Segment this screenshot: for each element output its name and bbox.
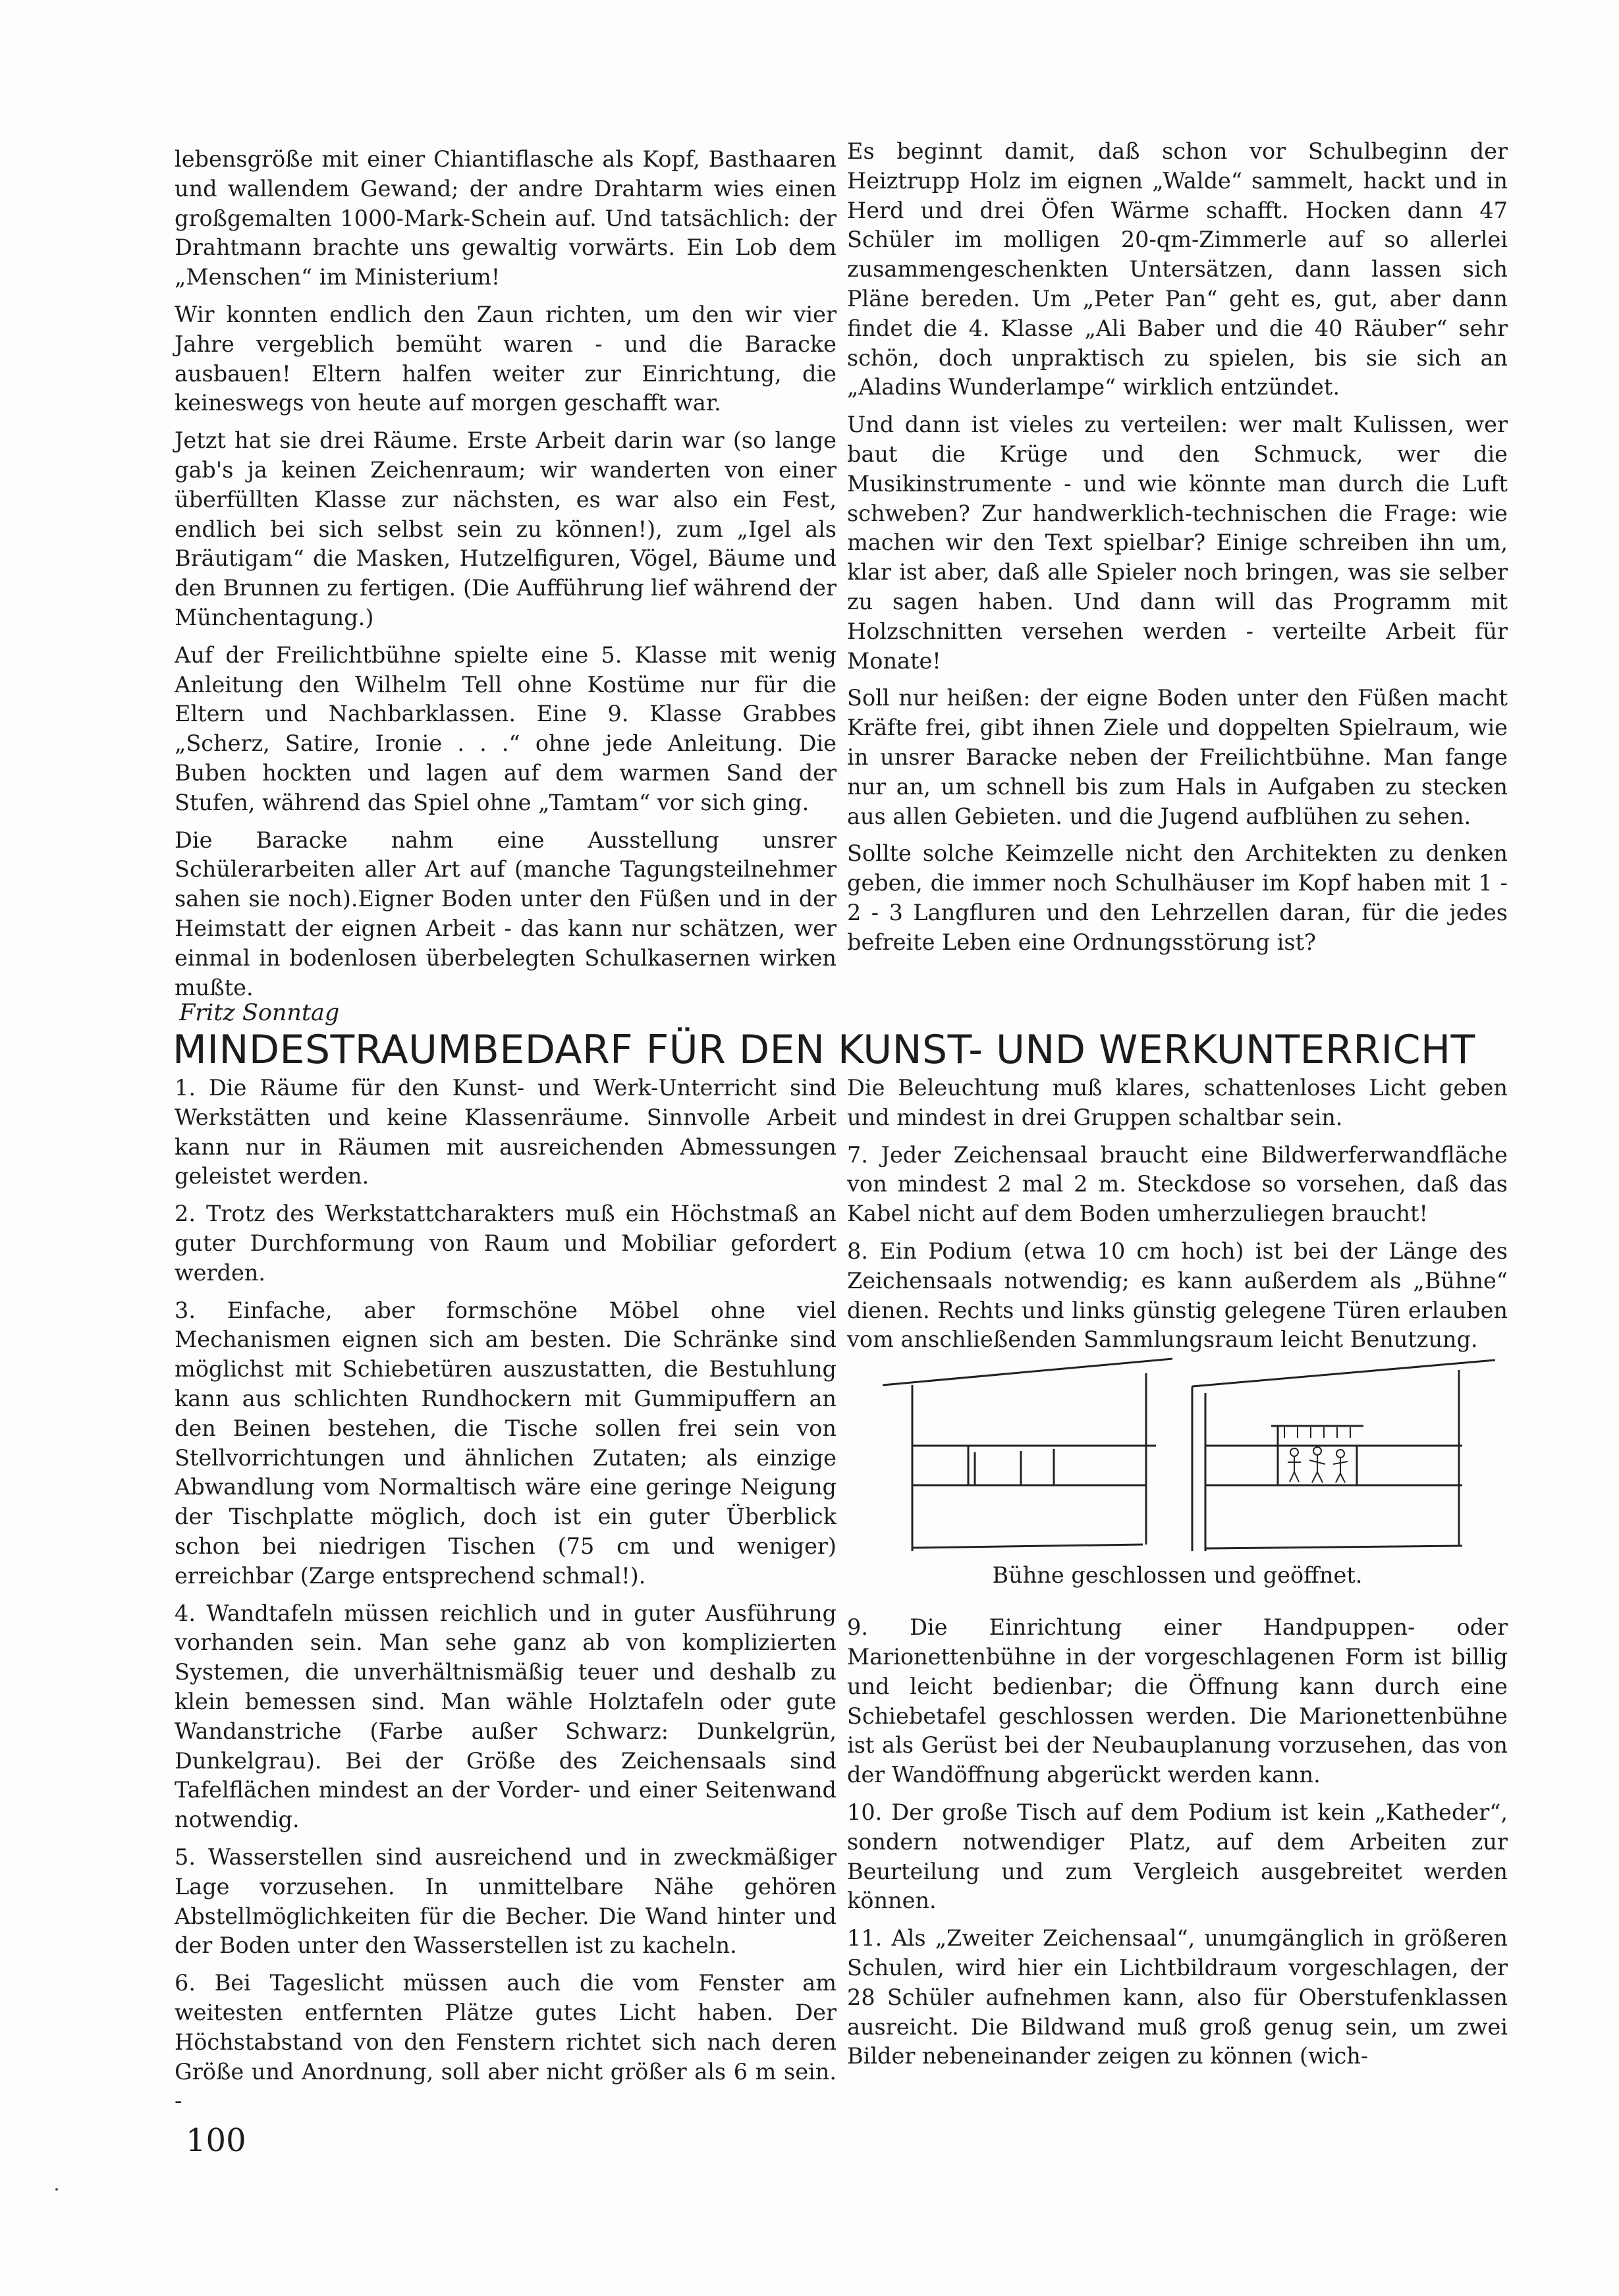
paragraph: lebensgröße mit einer Chiantiflasche als Kopf, Basthaaren und wallendem Gewand; der andre Drahtarm wies einen großgemalten 1000-Mark-Schein auf. Und tatsächlich: der Drahtmann brachte uns gewaltig vorwärts. Ein Lob dem „Menschen“ im Ministerium! (175, 146, 837, 290)
paragraph: Die Baracke nahm eine Ausstellung unsrer Schülerarbeiten aller Art auf (manche Tagungsteilnehmer sahen sie noch).Eigner Boden unter den Füßen und in der Heimstatt der eignen Arbeit - das kann nur schätzen, wer einmal in bodenlosen überbelegten Schulkasernen wirken mußte. (175, 827, 837, 1000)
figure-caption: Bühne geschlossen und geöffnet. (992, 1562, 1363, 1588)
paragraph: 3. Einfache, aber formschöne Möbel ohne viel Mechanismen eignen sich am besten. Die Schränke sind möglichst mit Schiebetüren auszustatten, die Bestuhlung kann aus schlichten Rundhockern mit Gummipuffern an den Beinen bestehen, die Tische sollen frei sein von Stellvorrichtungen und ähnlichen Zutaten; als einzige Abwandlung vom Normaltisch wäre eine geringe Neigung der Tischplatte möglich, doch ist ein guter Überblick schon bei niedrigen Tischen (75 cm und weniger) erreichbar (Zarge entsprechend schmal!). (175, 1297, 837, 1589)
paragraph: 5. Wasserstellen sind ausreichend und in zweckmäßiger Lage vorzusehen. In unmittelbare Nähe gehören Abstellmöglichkeiten für die Becher. Die Wand hinter und der Boden unter den Wasserstellen ist zu kacheln. (175, 1844, 837, 1959)
paragraph: 11. Als „Zweiter Zeichensaal“, unumgänglich in größeren Schulen, wird hier ein Lichtbildraum vorgeschlagen, der 28 Schüler aufnehmen kann, also für Oberstufenklassen ausreicht. Die Bildwand muß groß genug sein, um zwei Bilder nebeneinander zeigen zu können (wich- (847, 1925, 1508, 2069)
previous-article-left-column (175, 145, 837, 1010)
paragraph: 2. Trotz des Werkstattcharakters muß ein Höchstmaß an guter Durchformung von Raum und Mobiliar gefordert werden. (175, 1201, 837, 1286)
article-title: MINDESTRAUMBEDARF FÜR DEN KUNST- UND WERKUNTERRICHT (173, 1027, 1475, 1073)
paragraph: Soll nur heißen: der eigne Boden unter den Füßen macht Kräfte frei, gibt ihnen Ziele und doppelten Spielraum, wie in unsrer Baracke neben der Freilichtbühne. Man fange nur an, um schnell bis zum Hals in Aufgaben zu stecken aus allen Gebieten. und die Jugend aufblühen zu sehen. (847, 685, 1508, 829)
paragraph: Sollte solche Keimzelle nicht den Architekten zu denken geben, die immer noch Schulhäuser im Kopf haben mit 1 - 2 - 3 Langfluren und den Lehrzellen daran, für die jedes befreite Leben eine Ordnungsstörung ist? (847, 840, 1508, 955)
previous-article-right-column (847, 137, 1508, 966)
paragraph: Es beginnt damit, daß schon vor Schulbeginn der Heiztrupp Holz im eignen „Walde“ sammelt, hackt und in Herd und drei Öfen Wärme schafft. Hocken dann 47 Schüler im molligen 20-qm-Zimmerle auf so allerlei zusammengeschenkten Untersätzen, dann lassen sich Pläne bereden. Um „Peter Pan“ geht es, gut, aber dann findet die 4. Klasse „Ali Baber und die 40 Räuber“ sehr schön, doch unpraktisch zu spielen, bis sie sich an „Aladins Wunderlampe“ wirklich entzündet. (847, 138, 1508, 400)
page-number: 100 (186, 2122, 246, 2159)
puppets-drawing (1284, 1427, 1350, 1483)
paragraph: Die Beleuchtung muß klares, schattenloses Licht geben und mindest in drei Gruppen schaltbar sein. (847, 1075, 1508, 1130)
article-author: Fritz Sonntag (179, 1000, 340, 1026)
paragraph: 1. Die Räume für den Kunst- und Werk-Unterricht sind Werkstätten und keine Klassenräume. Sinnvolle Arbeit kann nur in Räumen mit ausreichenden Abmessungen geleistet werden. (175, 1075, 837, 1189)
paragraph: 8. Ein Podium (etwa 10 cm hoch) ist bei der Länge des Zeichensaals notwendig; es kann außerdem als „Bühne“ dienen. Rechts und links günstig gelegene Türen erlauben vom anschließenden Sammlungsraum leicht Benutzung. (847, 1238, 1508, 1353)
paragraph: 4. Wandtafeln müssen reichlich und in guter Ausführung vorhanden sein. Man sehe ganz ab von komplizierten Systemen, die unverhältnismäßig teuer und deshalb zu klein bemessen sind. Man wähle Holztafeln oder gute Wandanstriche (Farbe außer Schwarz: Dunkelgrün, Dunkelgrau). Bei der Größe des Zeichensaals sind Tafelflächen mindest an der Vorder- und einer Seitenwand notwendig. (175, 1600, 837, 1833)
paragraph: Auf der Freilichtbühne spielte eine 5. Klasse mit wenig Anleitung den Wilhelm Tell ohne Kostüme nur für die Eltern und Nachbarklassen. Eine 9. Klasse Grabbes „Scherz, Satire, Ironie . . .“ ohne jede Anleitung. Die Buben hockten und lagen auf dem warmen Sand der Stufen, während das Spiel ohne „Tamtam“ vor sich ging. (175, 642, 837, 815)
paragraph: 9. Die Einrichtung einer Handpuppen- oder Marionettenbühne in der vorgeschlagenen Form ist billig und leicht bedienbar; die Öffnung kann durch eine Schiebetafel geschlossen werden. Die Marionettenbühne ist als Gerüst bei der Neubauplanung vorzusehen, das von der Wandöffnung abgerückt werden kann. (847, 1614, 1508, 1788)
paragraph: Und dann ist vieles zu verteilen: wer malt Kulissen, wer baut die Krüge und den Schmuck, wer die Musikinstrumente - und wie könnte man durch die Luft schweben? Zur handwerklich-technischen die Frage: wie machen wir den Text spielbar? Einige schreiben ihn um, klar ist aber, daß alle Spieler noch bringen, was sie selber zu sagen haben. Und dann will das Programm mit Holzschnitten versehen werden - verteilte Arbeit für Monate! (847, 412, 1508, 674)
paragraph: 10. Der große Tisch auf dem Podium ist kein „Katheder“, sondern notwendiger Platz, auf dem Arbeiten zur Beurteilung und zum Vergleich ausgebreitet werden können. (847, 1799, 1508, 1914)
paragraph: 7. Jeder Zeichensaal braucht eine Bildwerferwandfläche von mindest 2 mal 2 m. Steckdose so vorsehen, daß das Kabel nicht auf dem Boden umherzuliegen braucht! (847, 1141, 1508, 1227)
paragraph: Jetzt hat sie drei Räume. Erste Arbeit darin war (so lange gab's ja keinen Zeichenraum; wir wanderten von einer überfüllten Klasse zur nächsten, es war also ein Fest, endlich bei sich selbst sein zu können!), zum „Igel als Bräutigam“ die Masken, Hutzelfiguren, Vögel, Bäume und den Brunnen zu fertigen. (Die Aufführung lief während der Münchentagung.) (175, 427, 837, 630)
article-left-column (175, 1074, 837, 2124)
paragraph: 6. Bei Tageslicht müssen auch die vom Fenster am weitesten entfernten Plätze gutes Licht haben. Der Höchstabstand von den Fenstern richtet sich nach deren Größe und Anordnung, soll aber nicht größer als 6 m sein. - (175, 1970, 837, 2114)
paragraph: Wir konnten endlich den Zaun richten, um den wir vier Jahre vergeblich bemüht waren - und die Baracke ausbauen! Eltern halfen weiter zur Einrichtung, die keineswegs von heute auf morgen geschafft war. (175, 301, 837, 416)
stage-illustration (883, 1353, 1495, 1558)
stage-closed-drawing (883, 1359, 1172, 1551)
speck (55, 2188, 58, 2191)
